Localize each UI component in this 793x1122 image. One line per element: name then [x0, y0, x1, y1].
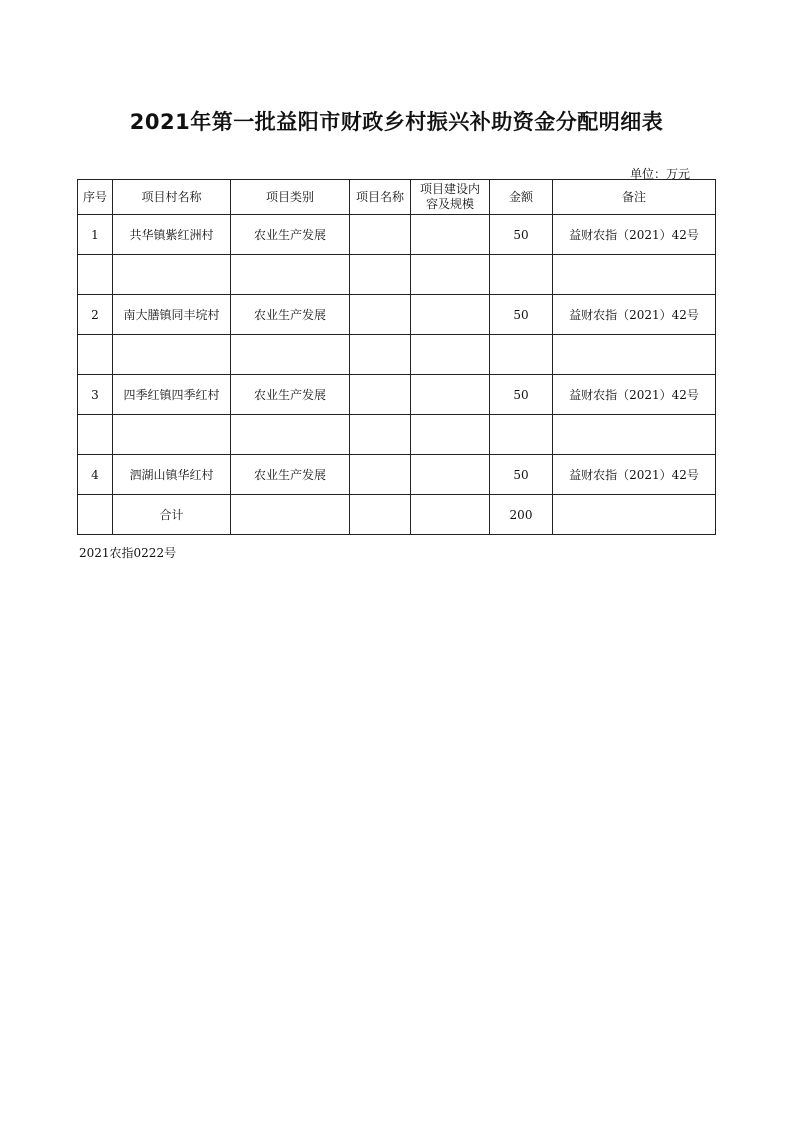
cell-project-name [350, 415, 411, 455]
cell-no [78, 335, 113, 375]
cell-village: 共华镇紫红洲村 [113, 215, 231, 255]
table-row [78, 215, 716, 255]
cell-remark [553, 335, 716, 375]
cell-no: 1 [78, 215, 113, 255]
cell-project-name [350, 335, 411, 375]
header-remark: 备注 [553, 180, 716, 215]
cell-village [113, 255, 231, 295]
cell-village: 四季红镇四季红村 [113, 375, 231, 415]
table-row [78, 295, 716, 335]
table-row [78, 255, 716, 295]
cell-category: 农业生产发展 [231, 455, 350, 495]
cell-project-name [350, 375, 411, 415]
cell-content [411, 295, 490, 335]
cell-content [411, 415, 490, 455]
cell-content [411, 215, 490, 255]
cell-no [78, 415, 113, 455]
cell-amount [490, 415, 553, 455]
cell-remark [553, 495, 716, 535]
cell-project-name [350, 215, 411, 255]
total-label: 合计 [113, 495, 231, 535]
cell-remark: 益财农指（2021）42号 [553, 375, 716, 415]
cell-village: 南大膳镇同丰垸村 [113, 295, 231, 335]
cell-project-name [350, 455, 411, 495]
cell-village [113, 335, 231, 375]
cell-remark: 益财农指（2021）42号 [553, 455, 716, 495]
cell-content [411, 455, 490, 495]
table-row [78, 455, 716, 495]
header-category: 项目类别 [231, 180, 350, 215]
total-amount: 200 [490, 495, 553, 535]
table-header-row [78, 180, 716, 215]
allocation-table [77, 179, 716, 535]
footer-note: 2021农指0222号 [79, 546, 177, 560]
cell-project-name [350, 255, 411, 295]
table-row [78, 415, 716, 455]
cell-content [411, 495, 490, 535]
header-content [411, 180, 490, 215]
unit-label: 单位：万元 [629, 167, 690, 181]
cell-amount: 50 [490, 455, 553, 495]
cell-amount [490, 255, 553, 295]
cell-amount: 50 [490, 295, 553, 335]
cell-category: 农业生产发展 [231, 295, 350, 335]
cell-category [231, 335, 350, 375]
cell-remark [553, 415, 716, 455]
cell-category: 农业生产发展 [231, 375, 350, 415]
header-project-name: 项目名称 [350, 180, 411, 215]
cell-content [411, 375, 490, 415]
cell-no [78, 495, 113, 535]
cell-project-name [350, 295, 411, 335]
table-row [78, 375, 716, 415]
cell-project-name [350, 495, 411, 535]
cell-category [231, 415, 350, 455]
table-row [78, 335, 716, 375]
cell-remark [553, 255, 716, 295]
cell-no: 4 [78, 455, 113, 495]
cell-village: 泗湖山镇华红村 [113, 455, 231, 495]
header-no: 序号 [78, 180, 113, 215]
cell-no: 2 [78, 295, 113, 335]
cell-amount [490, 335, 553, 375]
cell-category: 农业生产发展 [231, 215, 350, 255]
cell-category [231, 255, 350, 295]
cell-remark: 益财农指（2021）42号 [553, 215, 716, 255]
header-amount: 金额 [490, 180, 553, 215]
cell-no [78, 255, 113, 295]
cell-amount: 50 [490, 215, 553, 255]
cell-remark: 益财农指（2021）42号 [553, 295, 716, 335]
cell-content [411, 255, 490, 295]
header-content-label: 项目建设内容及规模 [419, 182, 480, 211]
cell-category [231, 495, 350, 535]
page-title: 2021年第一批益阳市财政乡村振兴补助资金分配明细表 [129, 110, 664, 134]
total-row [78, 495, 716, 535]
cell-amount: 50 [490, 375, 553, 415]
header-village: 项目村名称 [113, 180, 231, 215]
cell-village [113, 415, 231, 455]
cell-no: 3 [78, 375, 113, 415]
cell-content [411, 335, 490, 375]
